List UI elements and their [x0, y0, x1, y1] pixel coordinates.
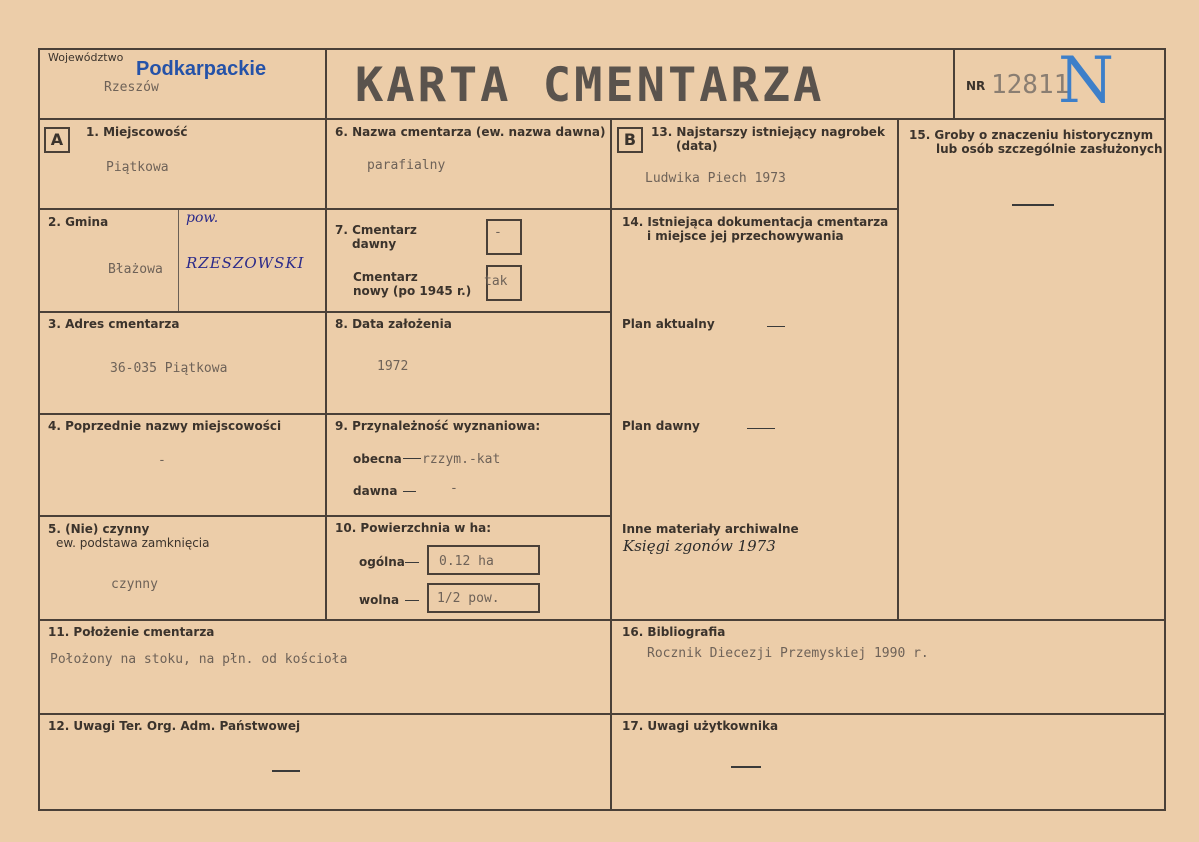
field-14-plan-now: Plan aktualny [622, 317, 715, 331]
row-line-3 [38, 413, 612, 415]
field-12-dash [272, 770, 300, 772]
field-7-new-sublabel: nowy (po 1945 r.) [353, 284, 472, 298]
frame-top [38, 48, 1166, 50]
field-4-label: 4. Poprzednie nazwy miejscowości [48, 419, 282, 433]
field-14-plan-now-dash [767, 326, 785, 327]
field-4-value: - [158, 453, 166, 468]
field-2-label: 2. Gmina [48, 215, 109, 229]
field-9-current-value: rzzym.-kat [422, 452, 501, 467]
field-9-old-value: - [450, 481, 458, 496]
nr-divider [953, 48, 955, 118]
nr-label: NR [966, 79, 986, 93]
field-12-label: 12. Uwagi Ter. Org. Adm. Państwowej [48, 719, 301, 733]
nr-hand-letter: N [1058, 44, 1114, 118]
frame-right [1164, 48, 1166, 811]
field-9-current-label: obecna [353, 452, 402, 466]
col-divider-2 [610, 118, 612, 811]
row-line-1 [38, 208, 612, 210]
field-15-dash [1012, 204, 1054, 206]
field-15-label: 15. Groby o znaczeniu historycznym [909, 128, 1154, 142]
section-a-marker: A [44, 127, 70, 153]
field-6-label: 6. Nazwa cmentarza (ew. nazwa dawna) [335, 125, 606, 139]
field-9-old-label: dawna [353, 484, 398, 498]
row-line-6 [38, 713, 1166, 715]
frame-left [38, 48, 40, 811]
field-9-current-dash [403, 458, 421, 459]
row-line-2 [38, 311, 612, 313]
header-divider [38, 118, 1166, 120]
field-3-value: 36-035 Piątkowa [110, 361, 228, 376]
field-6-value: parafialny [367, 158, 446, 173]
row-line-b1 [610, 208, 899, 210]
field-14-other-value: Księgi zgonów 1973 [623, 537, 776, 555]
field-14-plan-old-dash [747, 428, 775, 429]
field-10-label: 10. Powierzchnia w ha: [335, 521, 492, 535]
field-16-value: Rocznik Diecezji Przemyskiej 1990 r. [647, 646, 929, 661]
field-2-hand-county: RZESZOWSKI [186, 254, 305, 272]
field-7-old-value: - [494, 225, 502, 240]
field-3-label: 3. Adres cmentarza [48, 317, 180, 331]
field-13-value: Ludwika Piech 1973 [645, 171, 786, 186]
field-5-sublabel: ew. podstawa zamknięcia [56, 536, 210, 550]
field-8-value: 1972 [377, 359, 409, 374]
field-7-old-label: 7. Cmentarz [335, 223, 417, 237]
field-16-label: 16. Bibliografia [622, 625, 726, 639]
field-2-value: Błażowa [108, 262, 163, 277]
field-9-label: 9. Przynależność wyznaniowa: [335, 419, 541, 433]
nr-value: 12811 [991, 70, 1070, 100]
field-11-label: 11. Położenie cmentarza [48, 625, 215, 639]
wojewodztwo-label: Województwo [48, 51, 124, 64]
wojewodztwo-stamp: Podkarpackie [136, 58, 267, 80]
field-7-new-value: tak [484, 274, 508, 289]
frame-bottom [38, 809, 1166, 811]
section-b-marker: B [617, 127, 643, 153]
field-7-old-box [486, 219, 522, 255]
field-17-dash [731, 766, 761, 768]
page-title: KARTA CMENTARZA [355, 58, 825, 113]
field-13-sublabel: (data) [676, 139, 718, 153]
field-1-label: 1. Miejscowość [86, 125, 188, 139]
field-1-value: Piątkowa [106, 160, 169, 175]
field-10-total-dash [405, 562, 419, 563]
field-11-value: Położony na stoku, na płn. od kościoła [50, 652, 348, 667]
field-10-free-dash [405, 600, 419, 601]
field-14-plan-old: Plan dawny [622, 419, 700, 433]
field-5-label: 5. (Nie) czynny [48, 522, 150, 536]
field-9-old-dash [403, 491, 416, 492]
field-10-free-label: wolna [359, 593, 400, 607]
field-14-label: 14. Istniejąca dokumentacja cmentarza [622, 215, 889, 229]
gmina-divider [178, 210, 179, 311]
field-15-sublabel: lub osób szczególnie zasłużonych [936, 142, 1163, 156]
field-10-free-value: 1/2 pow. [437, 591, 500, 606]
row-line-5 [38, 619, 1166, 621]
field-7-new-label: Cmentarz [353, 270, 418, 284]
field-14-sublabel: i miejsce jej przechowywania [647, 229, 844, 243]
row-line-4 [38, 515, 612, 517]
field-7-old-sublabel: dawny [352, 237, 397, 251]
field-17-label: 17. Uwagi użytkownika [622, 719, 779, 733]
field-10-total-value: 0.12 ha [439, 554, 494, 569]
field-14-other: Inne materiały archiwalne [622, 522, 799, 536]
col-divider-3 [897, 118, 899, 620]
field-2-hand-pow: pow. [186, 210, 219, 226]
col-divider-1 [325, 48, 327, 620]
field-8-label: 8. Data założenia [335, 317, 452, 331]
field-13-label: 13. Najstarszy istniejący nagrobek [651, 125, 885, 139]
field-5-value: czynny [111, 577, 158, 592]
field-10-total-label: ogólna [359, 555, 405, 569]
wojewodztwo-old: Rzeszów [104, 80, 159, 95]
